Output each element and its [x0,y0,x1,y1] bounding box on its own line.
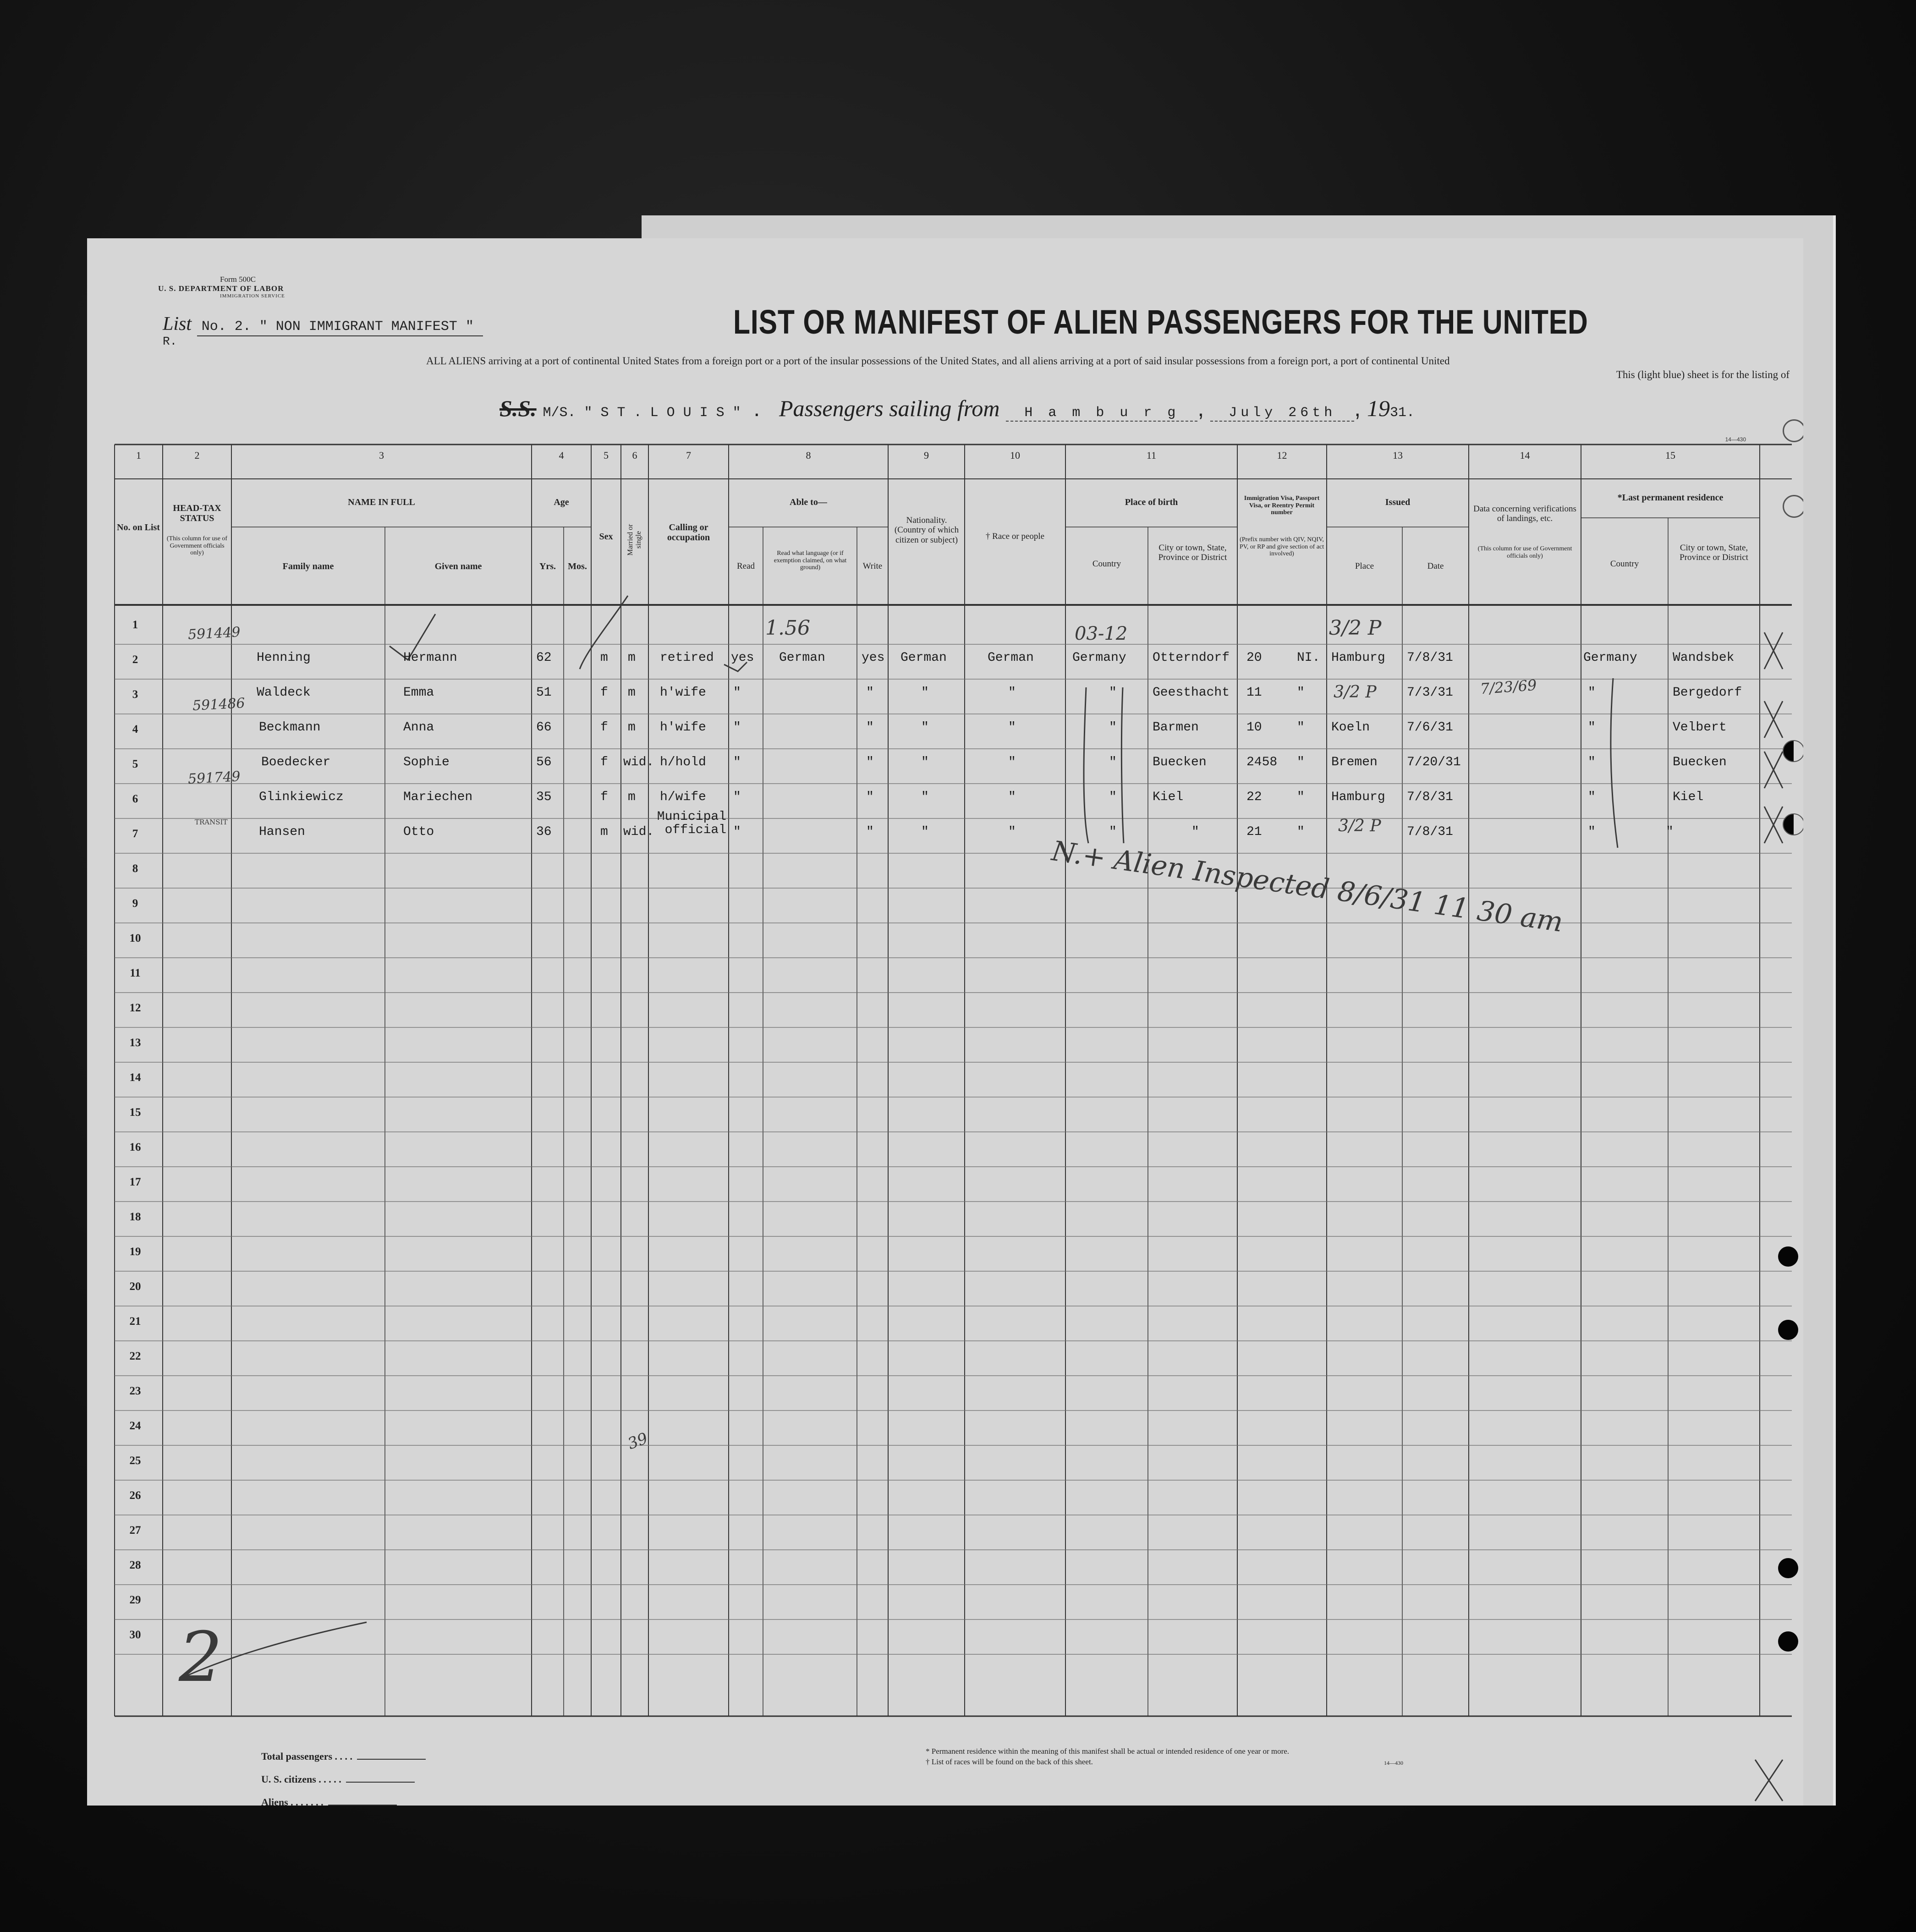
race: " [1008,686,1016,700]
issued-date: 7/6/31 [1407,720,1453,735]
nationality: " [921,686,929,700]
header-calling: Calling or occupation [667,522,710,543]
col-num-3: 3 [379,450,384,461]
residence-city: Velbert [1673,720,1727,735]
sex: m [600,651,608,665]
row-number: 5 [132,758,138,770]
occupation: retired [660,651,714,665]
col-num-13: 13 [1393,450,1403,461]
residence-city: Kiel [1673,790,1704,804]
visa-number: 21 [1246,825,1262,839]
family-name: Waldeck [257,686,311,700]
row-number: 22 [129,1350,141,1362]
language-note: 1.56 [765,616,810,640]
transit-stamp: TRANSIT [195,818,228,826]
ss-struck: S.S. [500,395,537,421]
row-number: 7 [132,828,138,840]
visa-number: 2458 [1246,755,1278,769]
visa-number: 22 [1246,790,1262,804]
header-issued-date: Date [1427,561,1444,571]
col-num-14: 14 [1520,450,1530,461]
col-num-4: 4 [559,450,564,461]
residence-city: Wandsbek [1673,651,1735,665]
visa-number: 10 [1246,720,1262,735]
can-read: yes [731,651,754,665]
footnote-races: † List of races will be found on the back of this sheet. [926,1757,1093,1766]
department: U. S. DEPARTMENT OF LABOR [158,284,284,293]
nationality: German [900,651,947,665]
header-read-language: Read what language (or if exemption claimed, on what ground) [774,550,847,571]
birth-country: " [1109,686,1117,700]
header-read: Read [736,561,755,571]
header-head-tax-note: (This column for use of Government officials only) [166,535,228,557]
marital-status: wid. [623,825,654,839]
issued-date: 7/20/31 [1407,755,1461,769]
service: IMMIGRATION SERVICE [220,293,285,299]
row-number: 2 [132,653,138,666]
port: H a m b u r g [1006,405,1197,422]
row-number: 30 [129,1629,141,1641]
birth-city: Barmen [1153,720,1199,735]
header-no-on-list: No. on List [117,522,160,532]
visa-suffix: NI. [1297,651,1320,665]
header-birth-country: Country [1092,559,1121,569]
visa-suffix: " [1297,720,1305,735]
header-visa: Immigration Visa, Passport Visa, or Reentry Permit number [1244,495,1320,516]
form-code-top: 14—430 [1725,436,1746,443]
punch-hole-icon [1783,740,1803,762]
row-number: 24 [129,1420,141,1432]
subtitle: ALL ALIENS arriving at a port of continental United States from a foreign port or a port of the insular possessions of the United States, and all aliens arriving at a port of said insular possessions from a foreign port, a port of continental United [426,355,1450,367]
header-issued: Issued [1385,497,1411,507]
col-num-12: 12 [1277,450,1287,461]
row-number: 27 [129,1524,141,1537]
header-married: Married or single [626,524,642,556]
header-last-residence: *Last permanent residence [1617,493,1724,503]
header-head-tax: HEAD-TAX STATUS [173,503,221,524]
aliens [261,1796,397,1806]
can-write: " [866,755,874,769]
sailing-date: July 26th [1210,405,1354,422]
row-number: 13 [129,1037,141,1049]
sex: f [600,790,608,804]
row-number: 23 [129,1385,141,1397]
total-passengers-blank [357,1759,426,1760]
residence-city: Bergedorf [1673,686,1742,700]
header-race: † Race or people [985,532,1045,541]
year-prefix: 19 [1367,395,1390,421]
age-years: 56 [536,755,552,769]
manifest-sheet [87,238,1803,1806]
punch-hole-icon [1783,495,1803,518]
visa-note: 3/2 P [1329,616,1382,640]
row-number: 14 [129,1071,141,1084]
row-number: 11 [130,967,141,979]
birth-city: Kiel [1153,790,1184,804]
can-write: " [866,825,874,839]
sex: f [600,720,608,735]
birth-country: Germany [1072,651,1126,665]
can-write: " [866,790,874,804]
header-verification: Data concerning verifications of landings, etc. [1473,504,1576,524]
head-tax-stamp: 591486 [192,695,246,714]
header-birth-city: City or town, State, Province or District [1158,543,1227,563]
visa-suffix: " [1297,686,1305,700]
header-write: Write [862,561,883,571]
given-name: Otto [403,825,434,839]
issued-date: 7/3/31 [1407,686,1453,700]
can-read: " [733,686,741,700]
race: " [1008,755,1016,769]
residence-city: Buecken [1673,755,1727,769]
family-name: Glinkiewicz [259,790,344,804]
age-years: 62 [536,651,552,665]
header-given-name: Given name [434,561,482,571]
marital-status: wid. [623,755,654,769]
sex: m [600,825,608,839]
row-number: 12 [129,1002,141,1014]
col-num-6: 6 [632,450,637,461]
row-number: 1 [132,619,138,631]
row-number: 4 [132,723,138,735]
header-visa-note: (Prefix number with QIV, NQIV, PV, or RP and give section of act involved) [1239,536,1324,558]
residence-country: Germany [1583,651,1637,665]
country-note: 03-12 [1075,623,1128,644]
marital-status: m [628,720,636,735]
race: " [1008,825,1016,839]
visa-suffix: " [1297,755,1305,769]
issued-place: Hamburg [1331,790,1385,804]
handwritten-marks [183,596,1783,1801]
residence-city: " [1666,825,1674,839]
age-years: 36 [536,825,552,839]
given-name: Mariechen [403,790,473,804]
row-number: 8 [132,862,138,875]
header-nationality: Nationality. (Country of which citizen or subject) [894,516,959,545]
row-number: 15 [129,1106,141,1119]
header-place-of-birth: Place of birth [1125,497,1178,507]
race: " [1008,720,1016,735]
nationality: " [921,720,929,735]
visa-suffix: " [1297,790,1305,804]
header-issued-place: Place [1355,561,1374,571]
col-num-1: 1 [136,450,141,461]
given-name: Emma [403,686,434,700]
aliens-blank [328,1805,397,1806]
age-years: 51 [536,686,552,700]
header-verification-note: (This column for use of Government officials only) [1477,545,1572,560]
row-number: 10 [129,932,141,944]
race: " [1008,790,1016,804]
marital-status: m [628,651,636,665]
header-age: Age [554,497,569,507]
marital-status: m [628,790,636,804]
given-name: Hermann [403,651,457,665]
col-num-8: 8 [806,450,811,461]
issued-place: Hamburg [1331,651,1385,665]
punch-hole-icon [1778,1558,1798,1578]
row-number: 18 [129,1211,141,1223]
form-number: Form 500C [220,275,256,284]
us-citizens-label: U. S. citizens . . . . . [261,1773,341,1785]
visa-number: 20 [1246,651,1262,665]
col-num-2: 2 [194,450,200,461]
birth-city: Buecken [1153,755,1207,769]
footnote-residence: * Permanent residence within the meaning of this manifest shall be actual or intended residence of one year or more. [926,1747,1290,1756]
row-number: 25 [129,1454,141,1467]
col-num-7: 7 [686,450,691,461]
read-language: German [779,651,825,665]
sex: f [600,686,608,700]
col-num-11: 11 [1146,450,1157,461]
birth-city: " [1191,825,1199,839]
header-able-to: Able to— [790,497,827,507]
total-passengers [261,1751,426,1762]
form-code-bottom: 14—430 [1384,1760,1403,1766]
given-name: Anna [403,720,434,735]
list-value: No. 2. " NON IMMIGRANT MANIFEST " [197,319,483,336]
occupation: h'wife [660,720,706,735]
row-number: 6 [132,793,138,805]
inspection-note: N.+ Alien Inspected 8/6/31 11 30 am [1049,835,1565,939]
sex: f [600,755,608,769]
occupation: Municipal official [657,810,726,838]
residence-country: " [1588,720,1596,735]
residence-country: " [1588,686,1596,700]
marital-status: m [628,686,636,700]
can-read: " [733,790,741,804]
family-name: Boedecker [261,755,331,769]
family-name: Henning [257,651,311,665]
row-number: 26 [129,1489,141,1502]
birth-country: " [1109,825,1117,839]
r-mark: R. [163,335,177,348]
header-res-country: Country [1610,559,1639,569]
age-years: 66 [536,720,552,735]
header-name-in-full: NAME IN FULL [348,497,415,507]
given-name: Sophie [403,755,450,769]
col-num-15: 15 [1665,450,1675,461]
nationality: " [921,825,929,839]
row-number: 17 [129,1176,141,1188]
can-write: yes [862,651,885,665]
nationality: " [921,755,929,769]
us-citizens-blank [346,1782,415,1783]
list-label: List [163,313,192,335]
issued-date: 7/8/31 [1407,825,1453,839]
issued-date: 7/8/31 [1407,790,1453,804]
birth-city: Geesthacht [1153,686,1230,700]
us-citizens [261,1773,415,1785]
col-num-5: 5 [604,450,609,461]
row-number: 28 [129,1559,141,1571]
birth-country: " [1109,790,1117,804]
header-res-city: City or town, State, Province or District [1680,543,1748,563]
table-grid [87,238,1803,1806]
residence-country: " [1588,790,1596,804]
visa-note: 3/2 P [1334,683,1377,702]
punch-hole-icon [1783,419,1803,442]
occupation: h/hold [660,755,706,769]
issued-place: Bremen [1331,755,1378,769]
issued-place: Koeln [1331,720,1370,735]
punch-hole-icon [1778,1320,1798,1340]
col-num-9: 9 [924,450,929,461]
visa-suffix: " [1297,825,1305,839]
ship-name: M/S. " S T . L O U I S " [543,405,741,421]
residence-country: " [1588,755,1596,769]
page-title: LIST OR MANIFEST OF ALIEN PASSENGERS FOR THE UNITED [733,303,1588,341]
birth-country: " [1109,720,1117,735]
subtitle-2: This (light blue) sheet is for the listing of [1616,369,1790,380]
row-number: 20 [129,1280,141,1293]
issued-date: 7/8/31 [1407,651,1453,665]
header-yrs: Yrs. [539,561,556,571]
row-number: 3 [132,688,138,701]
punch-hole-icon [1778,1246,1798,1267]
aliens-label: Aliens . . . . . . . [261,1796,324,1806]
head-tax-stamp: 591749 [187,768,241,787]
can-read: " [733,825,741,839]
punch-hole-icon [1783,813,1803,835]
family-name: Beckmann [259,720,321,735]
head-tax-stamp: 591449 [187,624,241,643]
nationality: " [921,790,929,804]
can-write: " [866,720,874,735]
row-number: 19 [129,1246,141,1258]
header-family-name: Family name [282,561,334,571]
col-num-10: 10 [1010,450,1020,461]
occupation: h'wife [660,686,706,700]
visa-number: 11 [1246,686,1262,700]
race: German [988,651,1034,665]
header-sex: Sex [599,532,613,542]
can-write: " [866,686,874,700]
year-suffix: 31. [1390,405,1415,421]
occupation: h/wife [660,790,706,804]
header-mos: Mos. [568,561,587,571]
can-read: " [733,755,741,769]
ship-line: S.S. M/S. " S T . L O U I S " . Passengers sailing from H a m b u r g , July 26th , 1931. [500,395,1415,421]
sailing-label: Passengers sailing from [779,395,1000,421]
residence-country: " [1588,825,1596,839]
row-number: 9 [132,897,138,910]
margin-mark: 39 [625,1429,650,1454]
birth-country: " [1109,755,1117,769]
page-count-mark: 2 [179,1618,223,1697]
birth-city: Otterndorf [1153,651,1230,665]
can-read: " [733,720,741,735]
age-years: 35 [536,790,552,804]
verification-note: 7/23/69 [1479,676,1537,698]
punch-hole-icon [1778,1631,1798,1652]
visa-note: 3/2 P [1338,817,1381,835]
row-number: 16 [129,1141,141,1153]
row-number: 21 [129,1315,141,1328]
row-number: 29 [129,1594,141,1606]
family-name: Hansen [259,825,305,839]
total-passengers-label: Total passengers . . . . [261,1751,353,1762]
